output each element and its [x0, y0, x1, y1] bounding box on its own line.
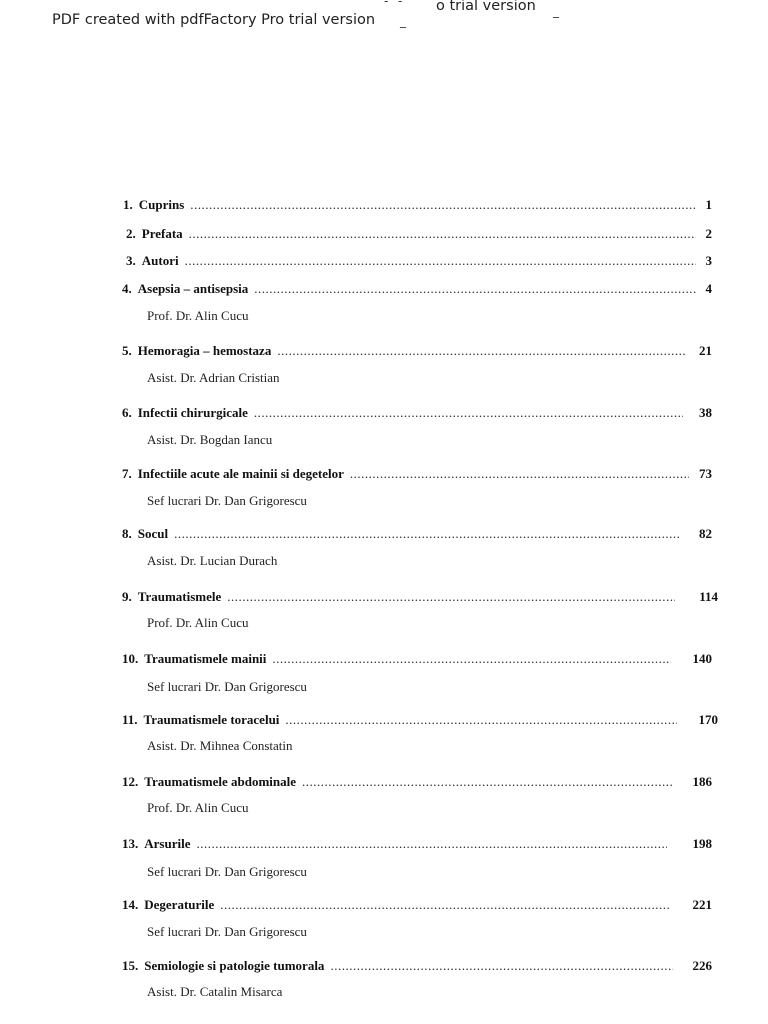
toc-author: Sef lucrari Dr. Dan Grigorescu — [147, 493, 307, 508]
toc-author: Prof. Dr. Alin Cucu — [147, 615, 249, 630]
pdf-watermark: PDF created with pdfFactory Pro trial version — [52, 12, 376, 28]
toc-line — [126, 253, 712, 271]
toc-page-number: 140 — [692, 651, 712, 666]
toc-page-number: 82 — [699, 526, 712, 541]
toc-line — [123, 197, 712, 215]
toc-title: Degeraturile — [144, 897, 215, 912]
toc-title: Infectiile acute ale mainii si degetelor — [137, 466, 344, 481]
toc-dot-leader — [254, 405, 683, 421]
toc-number: 7. — [122, 466, 132, 481]
toc-page-number: 170 — [698, 712, 718, 727]
toc-page-number: 2 — [705, 226, 712, 241]
toc-title: Traumatismele mainii — [144, 651, 267, 666]
toc-dot-leader — [185, 253, 696, 269]
toc-number: 13. — [122, 836, 139, 851]
toc-page-number: 226 — [692, 958, 712, 973]
toc-title: Autori — [141, 253, 179, 268]
toc-author: Asist. Dr. Adrian Cristian — [147, 370, 280, 385]
toc-dot-leader — [189, 226, 696, 242]
toc-line — [122, 526, 712, 544]
toc-page-number: 114 — [699, 589, 718, 604]
toc-author: Sef lucrari Dr. Dan Grigorescu — [147, 924, 307, 939]
toc-line — [122, 897, 712, 915]
toc-page-number: 38 — [699, 405, 712, 420]
toc-page-number: 3 — [705, 253, 712, 268]
toc-author: Asist. Dr. Lucian Durach — [147, 553, 278, 568]
toc-author: Prof. Dr. Alin Cucu — [147, 800, 249, 815]
toc-page-number: 21 — [699, 343, 712, 358]
toc-page-number: 221 — [692, 897, 712, 912]
toc-dot-leader — [227, 589, 675, 605]
toc-line — [122, 343, 712, 361]
toc-number: 1. — [123, 197, 133, 212]
watermark-artifact: _ — [400, 14, 406, 28]
toc-title: Traumatismele — [137, 589, 222, 604]
toc-number: 6. — [122, 405, 132, 420]
toc-line — [122, 958, 712, 976]
pdf-watermark-fragment: o trial version — [436, 0, 536, 14]
toc-author: Prof. Dr. Alin Cucu — [147, 308, 249, 323]
toc-title: Semiologie si patologie tumorala — [144, 958, 325, 973]
toc-title: Hemoragia – hemostaza — [137, 343, 272, 358]
toc-dot-leader — [302, 774, 672, 790]
toc-line — [122, 405, 712, 423]
toc-number: 9. — [122, 589, 132, 604]
toc-number: 4. — [122, 281, 132, 296]
toc-author: Asist. Dr. Catalin Misarca — [147, 984, 283, 999]
toc-dot-leader — [196, 836, 666, 852]
toc-title: Socul — [137, 526, 169, 541]
toc-line — [122, 774, 712, 792]
toc-dot-leader — [272, 651, 670, 667]
toc-title: Arsurile — [144, 836, 191, 851]
toc-line — [122, 651, 712, 669]
toc-title: Traumatismele toracelui — [143, 712, 280, 727]
toc-line — [122, 836, 712, 854]
toc-author: Sef lucrari Dr. Dan Grigorescu — [147, 864, 307, 879]
toc-page-number: 73 — [699, 466, 712, 481]
toc-number: 5. — [122, 343, 132, 358]
toc-dot-leader — [277, 343, 685, 359]
toc-title: Cuprins — [138, 197, 185, 212]
toc-line — [126, 226, 712, 244]
toc-page-number: 4 — [705, 281, 712, 296]
toc-number: 3. — [126, 253, 136, 268]
toc-page-number: 1 — [705, 197, 712, 212]
toc-dot-leader — [220, 897, 668, 913]
toc-title: Infectii chirurgicale — [137, 405, 248, 420]
watermark-artifact: - — [398, 0, 403, 8]
toc-title: Asepsia – antisepsia — [137, 281, 249, 296]
toc-number: 14. — [122, 897, 139, 912]
toc-line — [122, 281, 712, 299]
toc-title: Traumatismele abdominale — [144, 774, 297, 789]
toc-line — [122, 589, 718, 607]
toc-line — [122, 712, 718, 730]
toc-number: 8. — [122, 526, 132, 541]
toc-number: 2. — [126, 226, 136, 241]
toc-author: Asist. Dr. Bogdan Iancu — [147, 432, 273, 447]
toc-dot-leader — [254, 281, 695, 297]
toc-page-number: 186 — [692, 774, 712, 789]
watermark-artifact: - — [384, 0, 389, 8]
toc-dot-leader — [350, 466, 689, 482]
toc-number: 11. — [122, 712, 138, 727]
watermark-artifact: _ — [553, 4, 559, 18]
toc-page-number: 198 — [692, 836, 712, 851]
toc-dot-leader — [330, 958, 672, 974]
toc-author: Sef lucrari Dr. Dan Grigorescu — [147, 679, 307, 694]
toc-number: 10. — [122, 651, 139, 666]
toc-dot-leader — [190, 197, 695, 213]
toc-title: Prefata — [141, 226, 183, 241]
toc-dot-leader — [285, 712, 676, 728]
toc-number: 12. — [122, 774, 139, 789]
toc-dot-leader — [174, 526, 679, 542]
toc-author: Asist. Dr. Mihnea Constatin — [147, 738, 293, 753]
toc-number: 15. — [122, 958, 139, 973]
toc-line — [122, 466, 712, 484]
